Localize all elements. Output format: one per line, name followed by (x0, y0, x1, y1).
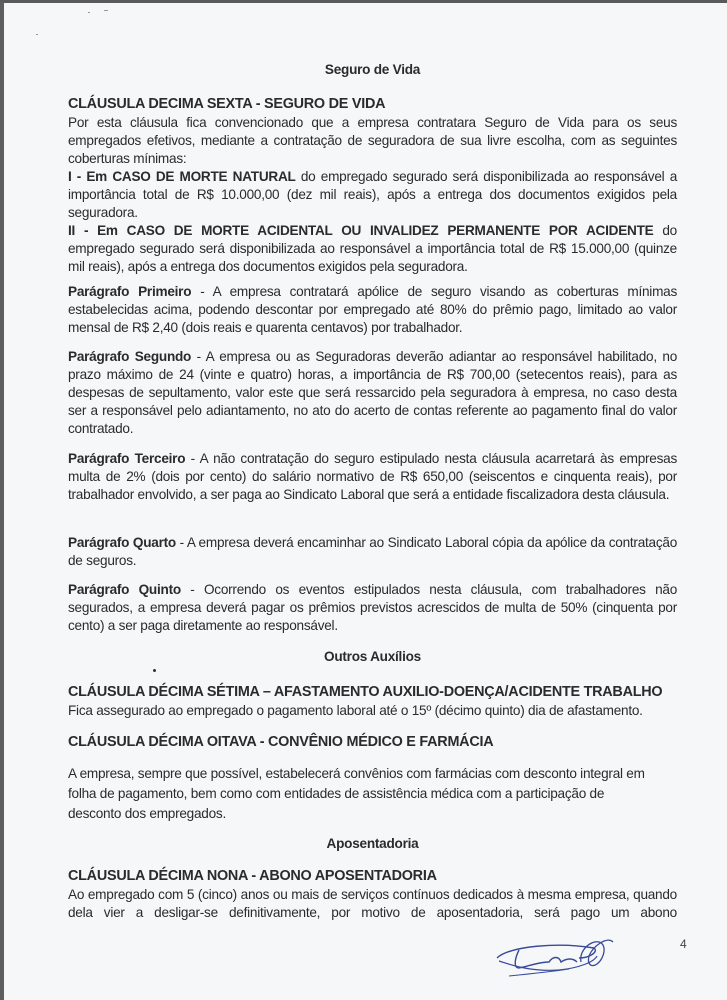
item-1-text: do empregado segurado será disponibilizada ao responsável a importância total de R$ 10.000,00 (dez mil reais), após a entrega dos documentos exigidos pela seguradora. (68, 169, 678, 220)
signature (489, 928, 619, 988)
scan-speck (88, 12, 90, 13)
clause-18-text: A empresa, sempre que possível, estabelecerá convênios com farmácias com desconto integral em folha de pagamento, bem como com entidades de assistência médica com a participação de desconto dos empregados. (68, 766, 645, 821)
clause-16-title: CLÁUSULA DECIMA SEXTA - SEGURO DE VIDA (68, 96, 386, 112)
scan-speck (36, 34, 38, 35)
scan-dot (153, 669, 156, 672)
paragraph-quinto (68, 581, 677, 635)
paragraph-quarto-label: Parágrafo Quarto (68, 535, 176, 550)
section-heading-seguro-vida: Seguro de Vida (324, 62, 421, 77)
clause-17-title: CLÁUSULA DÉCIMA SÉTIMA – AFASTAMENTO AUXILIO-DOENÇA/ACIDENTE TRABALHO (68, 684, 663, 700)
paragraph-quinto-text: - Ocorrendo os eventos estipulados nesta cláusula, com trabalhadores não segurados, a empresa deverá pagar os prêmios previstos acrescidos de multa de 50% (cinquenta por cento) a ser paga diretamente ao responsável. (68, 582, 678, 633)
clause-17-text: Fica assegurado ao empregado o pagamento laboral até o 15º (décimo quinto) dia de afastamento. (68, 703, 643, 718)
scan-speck (104, 10, 108, 11)
clause-19-text: Ao empregado com 5 (cinco) anos ou mais de serviços contínuos dedicados à mesma empresa, quando dela vier a desligar-se definitivamente, por motivo de aposentadoria, será pago um abono (68, 887, 677, 920)
paragraph-quarto-text: - A empresa deverá encaminhar ao Sindicato Laboral cópia da apólice da contratação de seguros. (68, 535, 678, 568)
paragraph-primeiro-text: - A empresa contratará apólice de seguro visando as coberturas mínimas estabelecidas acima, podendo descontar por empregado até 80% do prêmio pago, limitado ao valor mensal de R$ 2,40 (dois reais e quarenta centavos) por trabalhador. (68, 284, 678, 335)
paragraph-segundo (68, 348, 677, 438)
clause-16-item-2 (68, 222, 677, 276)
paragraph-quinto-label: Parágrafo Quinto (68, 582, 181, 597)
paragraph-segundo-text: - A empresa ou as Seguradoras deverão adiantar ao responsável habilitado, no prazo máximo de 24 (vinte e quatro) horas, a importância de R$ 700,00 (setecentos reais), para as despesas de sepultamento, valor este que será ressarcido pela seguradora à empresa, no caso desta ser a responsável pelo adiantamento, no ato do acerto de contas referente ao pagamento final do valor contratado. (68, 349, 677, 436)
paragraph-segundo-label: Parágrafo Segundo (68, 349, 192, 364)
clause-16-intro: Por esta cláusula fica convencionado que a empresa contratara Seguro de Vida para os seus empregados efetivos, mediante a contratação de seguradora de sua livre escolha, com as seguintes coberturas mínimas: (68, 115, 677, 166)
paragraph-terceiro-text: - A não contratação do seguro estipulado nesta cláusula acarretará às empresas multa de 2% (dois por cento) do salário normativo de R$ 650,00 (seiscentos e cinquenta reais), por trabalhador envolvido, a ser paga ao Sindicato Laboral que será a entidade fiscalizadora desta cláusula. (68, 451, 678, 502)
item-2-heading: CASO DE MORTE ACIDENTAL OU INVALIDEZ PERMANENTE POR ACIDENTE (126, 223, 654, 238)
paragraph-terceiro (68, 450, 677, 504)
paragraph-primeiro-label: Parágrafo Primeiro (68, 284, 192, 299)
clause-19-title: CLÁUSULA DÉCIMA NONA - ABONO APOSENTADORIA (68, 868, 437, 884)
clause-18-title: CLÁUSULA DÉCIMA OITAVA - CONVÊNIO MÉDICO E FARMÁCIA (68, 734, 494, 750)
section-heading-outros-auxilios: Outros Auxílios (324, 649, 421, 664)
paragraph-terceiro-label: Parágrafo Terceiro (68, 451, 186, 466)
paragraph-quarto (68, 534, 677, 570)
item-2-text: do empregado segurado será disponibilizada ao responsável a importância total de R$ 15.000,00 (quinze mil reais), após a entrega dos documentos exigidos pela seguradora. (68, 223, 677, 274)
item-1-heading: CASO DE MORTE NATURAL (112, 169, 296, 184)
clause-16-item-1 (68, 168, 677, 222)
item-1-prefix: I - Em (68, 169, 113, 184)
paragraph-primeiro (68, 283, 677, 337)
section-heading-aposentadoria: Aposentadoria (326, 836, 419, 851)
item-2-prefix: II - Em (68, 223, 127, 238)
page-number: 4 (680, 937, 687, 951)
